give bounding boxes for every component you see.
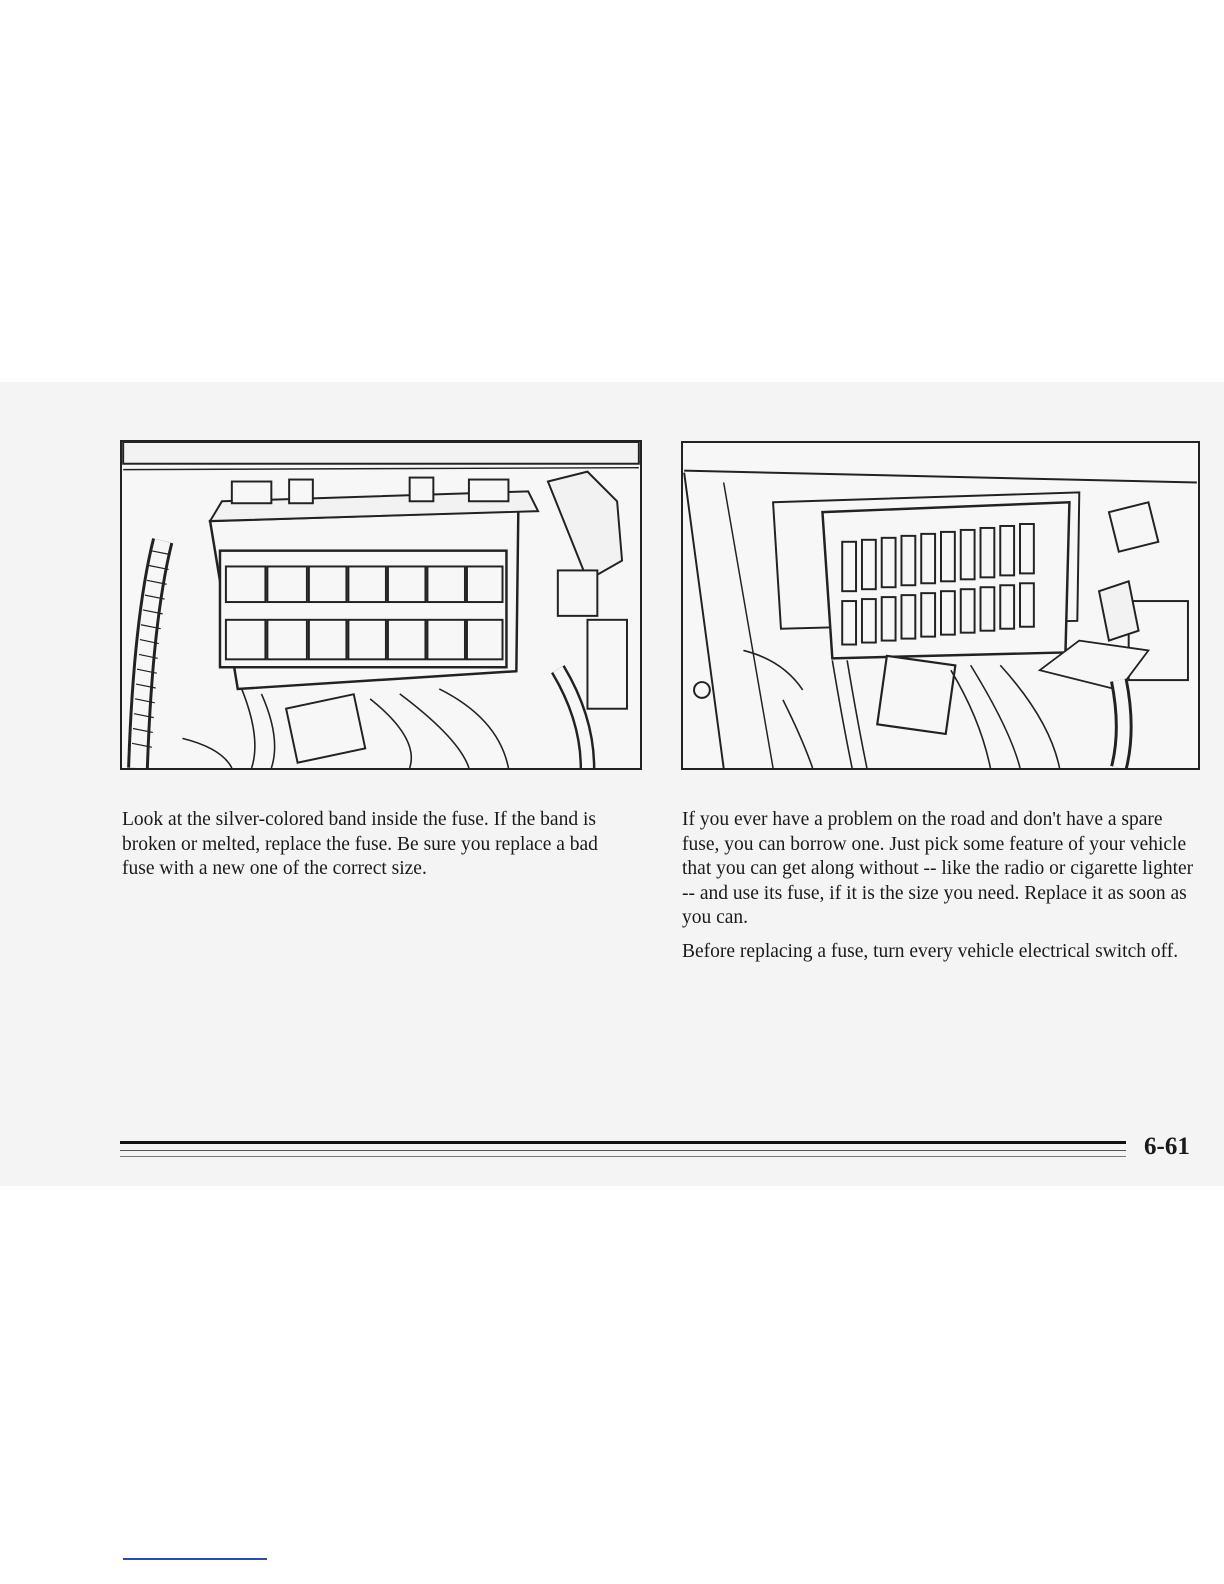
footer-rule-thin-2 xyxy=(120,1156,1126,1157)
panel-top-edge xyxy=(123,442,639,464)
fuse-inspection-paragraph: Look at the silver-colored band inside the fuse. If the band is broken or melted, replace the fuse. Be sure you replace a bad fuse with a new one of the correct size. xyxy=(122,809,598,879)
footer-link-underline[interactable] xyxy=(123,1558,267,1560)
fuse-grid xyxy=(220,551,506,668)
page-number: 6-61 xyxy=(1144,1133,1190,1160)
fuse-block-illustration-left xyxy=(120,440,642,770)
borrow-fuse-paragraph: If you ever have a problem on the road and don't have a spare fuse, you can borrow one. Just pick some feature of your vehicle that you can get along without -- like the radio or cigarette lighter -- and use its fuse, if it is the size you need. Replace it as soon as you can. xyxy=(682,809,1194,928)
fuse-block-illustration-right xyxy=(681,441,1200,770)
side-connector xyxy=(1129,601,1188,680)
footer-rule-thin xyxy=(120,1150,1126,1151)
fuse-panel-drawing xyxy=(683,443,1198,768)
switch-off-paragraph: Before replacing a fuse, turn every vehicle electrical switch off. xyxy=(682,941,1179,962)
harness-connector xyxy=(877,656,955,734)
footer-rule-thick xyxy=(120,1141,1126,1144)
fuse-block-drawing xyxy=(122,442,640,768)
